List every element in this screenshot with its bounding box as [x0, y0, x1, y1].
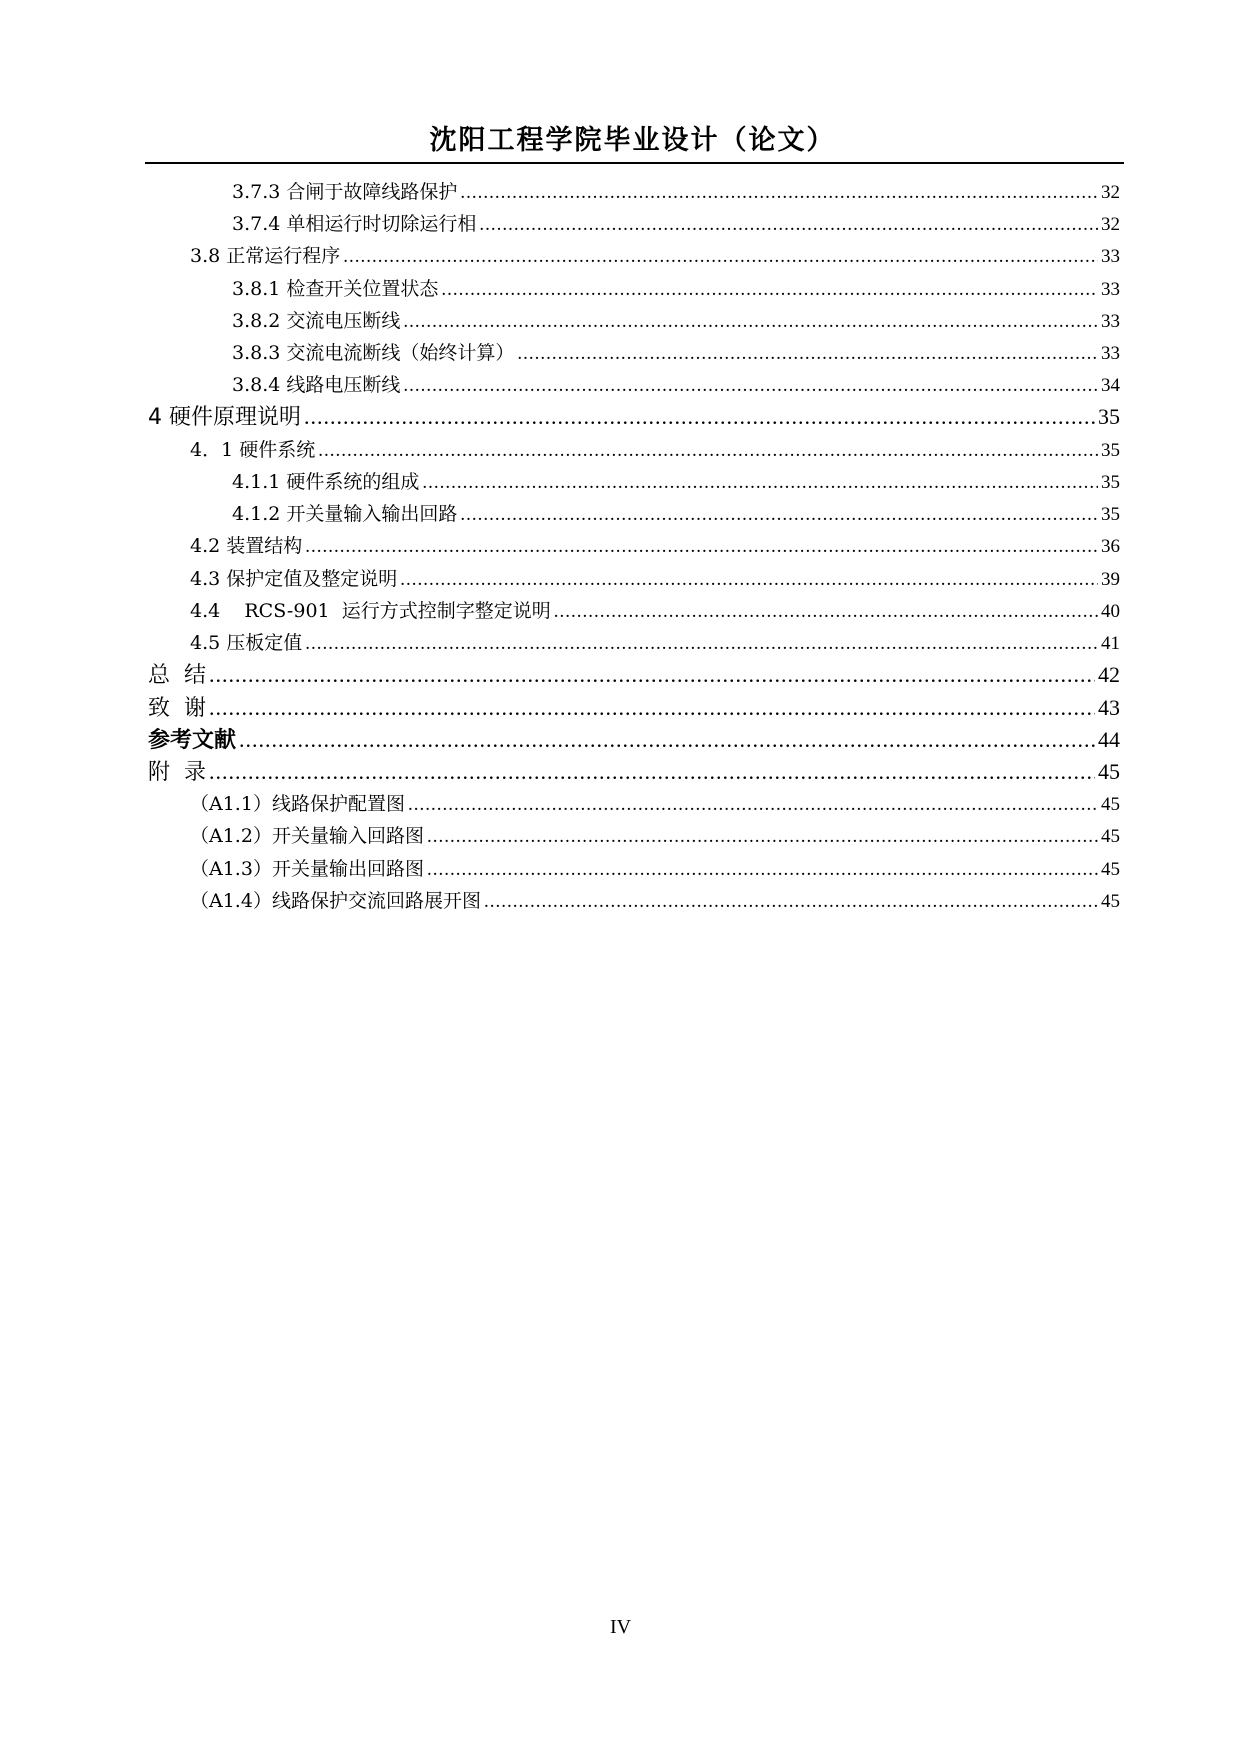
toc-entry-page: 36: [1101, 536, 1120, 557]
toc-entry-page: 40: [1101, 601, 1120, 622]
toc-entry[interactable]: [148, 756, 1120, 788]
toc-entry[interactable]: [232, 369, 1120, 401]
toc-entry-label: 3.8 正常运行程序: [190, 245, 341, 267]
toc-leader: [441, 274, 1098, 306]
toc-entry-label: 附 录: [148, 760, 206, 785]
toc-leader: [318, 435, 1098, 467]
toc-entry[interactable]: [148, 692, 1120, 724]
toc-entry-label: 3.8.2 交流电压断线: [232, 310, 401, 332]
toc-entry[interactable]: [190, 820, 1120, 852]
toc-entry-label: 4．1 硬件系统: [190, 439, 316, 461]
toc-entry[interactable]: [190, 434, 1120, 466]
toc-entry[interactable]: [148, 659, 1120, 691]
toc-entry-page: 35: [1101, 440, 1120, 461]
toc-entry-page: 45: [1098, 759, 1120, 784]
toc-entry-label: （A1.4）线路保护交流回路展开图: [190, 890, 481, 912]
toc-entry[interactable]: [232, 176, 1120, 208]
toc-entry[interactable]: [232, 498, 1120, 530]
toc-entry[interactable]: [232, 466, 1120, 498]
toc-entry[interactable]: [232, 337, 1120, 369]
toc-leader: [427, 821, 1098, 853]
toc-entry-label: 4.3 保护定值及整定说明: [190, 568, 398, 590]
toc-entry-label: （A1.3）开关量输出回路图: [190, 858, 424, 880]
toc-leader: [304, 401, 1095, 433]
toc-entry[interactable]: [148, 401, 1120, 433]
toc-entry-label: 3.8.4 线路电压断线: [232, 374, 401, 396]
toc-entry-page: 33: [1101, 343, 1120, 364]
toc-leader: [400, 564, 1098, 596]
toc-leader: [427, 854, 1098, 886]
toc-leader: [403, 370, 1098, 402]
toc-entry-label: 致 谢: [148, 696, 206, 721]
toc-leader: [460, 177, 1098, 209]
toc-entry-page: 39: [1101, 569, 1120, 590]
toc-entry-page: 34: [1101, 375, 1120, 396]
toc-entry-page: 33: [1101, 311, 1120, 332]
toc-leader: [517, 338, 1098, 370]
toc-entry-page: 42: [1098, 662, 1120, 687]
toc-leader: [209, 692, 1095, 724]
header-rule: [145, 162, 1124, 164]
toc-entry[interactable]: [190, 530, 1120, 562]
toc-leader: [484, 886, 1098, 918]
toc-entry-page: 44: [1098, 727, 1120, 752]
toc-entry[interactable]: [232, 305, 1120, 337]
toc-entry-label: （A1.1）线路保护配置图: [190, 793, 405, 815]
toc-entry[interactable]: [190, 627, 1120, 659]
toc-entry-page: 35: [1101, 472, 1120, 493]
toc-leader: [239, 724, 1095, 756]
toc-entry-label: 总 结: [148, 663, 206, 688]
toc-entry[interactable]: [190, 853, 1120, 885]
toc-entry[interactable]: [232, 273, 1120, 305]
toc-entry[interactable]: [190, 595, 1120, 627]
toc-entry-page: 43: [1098, 695, 1120, 720]
toc-leader: [403, 306, 1098, 338]
toc-entry[interactable]: [148, 724, 1120, 756]
toc-entry-label: （A1.2）开关量输入回路图: [190, 825, 424, 847]
toc-entry-page: 33: [1101, 246, 1120, 267]
toc-entry-label: 4.1.1 硬件系统的组成: [232, 471, 420, 493]
toc-leader: [305, 628, 1098, 660]
toc-leader: [460, 499, 1098, 531]
toc-entry[interactable]: [190, 563, 1120, 595]
toc-entry-page: 33: [1101, 279, 1120, 300]
page-number: IV: [609, 1616, 632, 1638]
toc-entry-label: 4.4 RCS-901 运行方式控制字整定说明: [190, 600, 551, 622]
toc-leader: [209, 659, 1095, 691]
toc-leader: [209, 756, 1095, 788]
toc-entry-page: 32: [1101, 214, 1120, 235]
toc-leader: [479, 209, 1098, 241]
toc-entry-page: 45: [1101, 794, 1120, 815]
toc-entry-label: 4.2 装置结构: [190, 535, 303, 557]
toc-leader: [343, 241, 1098, 273]
toc-entry-page: 35: [1098, 404, 1120, 429]
toc-entry[interactable]: [232, 208, 1120, 240]
toc-entry-label: 3.8.3 交流电流断线（始终计算）: [232, 342, 515, 364]
toc-entry-label: 4.1.2 开关量输入输出回路: [232, 503, 458, 525]
toc-entry-page: 32: [1101, 182, 1120, 203]
toc-entry-label: 3.7.4 单相运行时切除运行相: [232, 213, 477, 235]
toc-leader: [305, 531, 1098, 563]
toc-leader: [408, 789, 1098, 821]
toc-entry-label: 4 硬件原理说明: [148, 405, 301, 430]
toc-entry-page: 35: [1101, 504, 1120, 525]
toc-entry-page: 45: [1101, 859, 1120, 880]
toc-entry-page: 41: [1101, 633, 1120, 654]
toc-entry[interactable]: [190, 885, 1120, 917]
toc-entry-label: 3.8.1 检查开关位置状态: [232, 278, 439, 300]
toc-entry-label: 参考文献: [148, 728, 237, 753]
toc-entry-page: 45: [1101, 891, 1120, 912]
document-header-title: 沈阳工程学院毕业设计（论文）: [429, 125, 836, 156]
toc-entry-label: 3.7.3 合闸于故障线路保护: [232, 181, 458, 203]
toc-entry[interactable]: [190, 788, 1120, 820]
toc-leader: [554, 596, 1098, 628]
toc-entry[interactable]: [190, 240, 1120, 272]
toc-entry-label: 4.5 压板定值: [190, 632, 303, 654]
toc-entry-page: 45: [1101, 826, 1120, 847]
toc-leader: [422, 467, 1098, 499]
